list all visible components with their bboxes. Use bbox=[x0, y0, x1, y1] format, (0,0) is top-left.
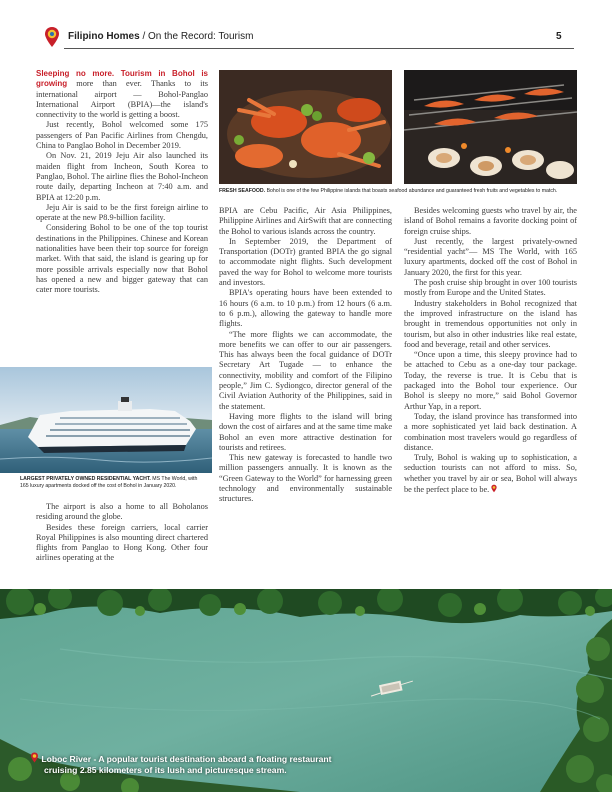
paragraph: Besides these foreign carriers, local carrier Royal Philippines is also mounting direct chartered flights from Panglao to Hong Kong. Other four airlines operating at the bbox=[36, 522, 208, 563]
paragraph: Having more flights to the island will bring down the cost of airfares and at the same time make Bohol an even more attractive destination for tourists and retirees. bbox=[219, 411, 392, 452]
page-header bbox=[0, 0, 612, 56]
paragraph: Jeju Air is said to be the first foreign airline to operate at the new P8.9-billion facility. bbox=[36, 202, 208, 223]
cruise-ship-photo bbox=[0, 367, 212, 473]
seafood-caption: FRESH SEAFOOD. Bohol is one of the few Philippine islands that boasts seafood abundance and guaranteed fresh fruits and vegetables to match. bbox=[219, 188, 558, 194]
paragraph: “Once upon a time, this sleepy province had to be attached to Cebu as a one-day tour package. Today, the reverse is true. It is Cebu that is packaged into the Bohol tour experience. Our Bohol is sleepy no more,” said Bohol Governor Arthur Yap, in a report. bbox=[404, 350, 577, 411]
paragraph: The posh cruise ship brought in over 100 tourists mostly from Europe and the United States. bbox=[404, 278, 577, 298]
paragraph: Just recently, the largest privately-owned “residential yacht”— MS The World, with 165 luxury apartments, docked off the cost of Bohol in January 2020, the first for this year. bbox=[404, 236, 577, 277]
river-caption bbox=[30, 752, 332, 776]
location-pin-icon bbox=[30, 752, 39, 763]
paragraph: BPIA's operating hours have been extended to 16 hours (6 a.m. to 10 p.m.) from 12 hours (6 a.m. to 6 p.m.), allowing the gateway to handle more flights. bbox=[219, 288, 392, 329]
river-caption-line-1: Loboc River - A popular tourist destination aboard a floating restaurant bbox=[41, 754, 332, 764]
cruise-ship-image bbox=[0, 367, 212, 473]
column-3 bbox=[404, 206, 577, 495]
paragraph: Besides welcoming guests who travel by air, the island of Bohol remains a favorite docking point of foreign cruise ships. bbox=[404, 206, 577, 236]
paragraph: Today, the island province has transformed into a more sophisticated yet laid back destination. A combination most travelers would go regardless of distance. bbox=[404, 411, 577, 452]
paragraph: BPIA are Cebu Pacific, Air Asia Philippines, Philippine Airlines and AirSwift that are connecting the Bohol to various islands across the country. bbox=[219, 206, 392, 236]
paragraph: “The more flights we can accommodate, the more benefits we can offer to our air passengers. This has always been the focal guidance of DOTr Secretary Art Tugade — to enhance the connectivity, mobility and comfort of the Filipino people,” Jim C. Sydiongco, director general of the Civil Aviation Authority of the Philippines, said in the statement. bbox=[219, 329, 392, 411]
river-caption-line-2: cruising 2.85 kilometers of its lush and picturesque stream. bbox=[44, 765, 287, 775]
seafood-photo-grill bbox=[404, 70, 577, 184]
column-2 bbox=[219, 206, 392, 505]
paragraph: Just recently, Bohol welcomed some 175 passengers of Pan Pacific Airlines from Chengdu, China to Panglao Bohol in December 2019. bbox=[36, 120, 208, 151]
red-location-pin-logo bbox=[44, 26, 60, 48]
paragraph: This new gateway is forecasted to handle two million passengers annually. It is known as the “Green Gateway to the World” for harnessing green technology and environmentally sustainable structures. bbox=[219, 453, 392, 504]
header-separator: / bbox=[139, 31, 149, 42]
end-mark-pin-icon bbox=[491, 484, 497, 493]
header-rule bbox=[64, 48, 574, 49]
paragraph: Industry stakeholders in Bohol recognized that the improved infrastructure on the island has brought in tremendous opportunities not only in tourism, but also in other industries like real estate, food and beverage, retail and other services. bbox=[404, 298, 577, 349]
paragraph: Truly, Bohol is waking up to sophistication, a seduction tourists can not afford to miss. So, whether you travel by air or sea, Bohol will always be the perfect place to be. bbox=[404, 453, 577, 495]
seafood-photo-crabs bbox=[219, 70, 392, 184]
paragraph: Sleeping no more. Tourism in Bohol is growing more than ever. Thanks to its international airport — Bohol-Panglao International Airport (BPIA)—the island's connectivity to the world is getting a boost. bbox=[36, 69, 208, 120]
running-header bbox=[68, 31, 253, 42]
column-1-top bbox=[36, 69, 208, 296]
paragraph: On Nov. 21, 2019 Jeju Air also launched its maiden flight from Incheon, South Korea to Panglao, Bohol. The airline flies the Bohol-Incheon route daily, departing Incheon at 7:40 a.m. and BPIA at 12:20 p.m. bbox=[36, 151, 208, 202]
header-subsection: On the Record: Tourism bbox=[148, 31, 254, 42]
paragraph: Considering Bohol to be one of the top tourist destinations in the Philippines. Chinese and Korean nationalities have been their top source for foreign market. With that said, the island is gearing up for more possible arrivals especially now that Bohol has opened a new and bigger gateway that can cater more tourists. bbox=[36, 223, 208, 295]
grilled-seafood-image bbox=[404, 70, 577, 184]
crab-platter-image bbox=[219, 70, 392, 184]
header-section: Filipino Homes bbox=[68, 31, 140, 42]
paragraph: In September 2019, the Department of Transportation (DOTr) granted BPIA the go signal to accommodate night flights. Such development paved the way for Bohol to welcome more tourists and investors. bbox=[219, 236, 392, 288]
page-number: 5 bbox=[556, 31, 562, 42]
lead-in: Sleeping no more. Tourism in Bohol is growing bbox=[36, 69, 208, 89]
column-1-bottom bbox=[36, 502, 208, 564]
paragraph: The airport is also a home to all Boholanos residing around the globe. bbox=[36, 502, 208, 522]
ship-caption: LARGEST PRIVATELY OWNED RESIDENTIAL YACHT. MS The World, with 165 luxury apartments docked off the cost of Bohol in January 2020. bbox=[20, 476, 198, 489]
